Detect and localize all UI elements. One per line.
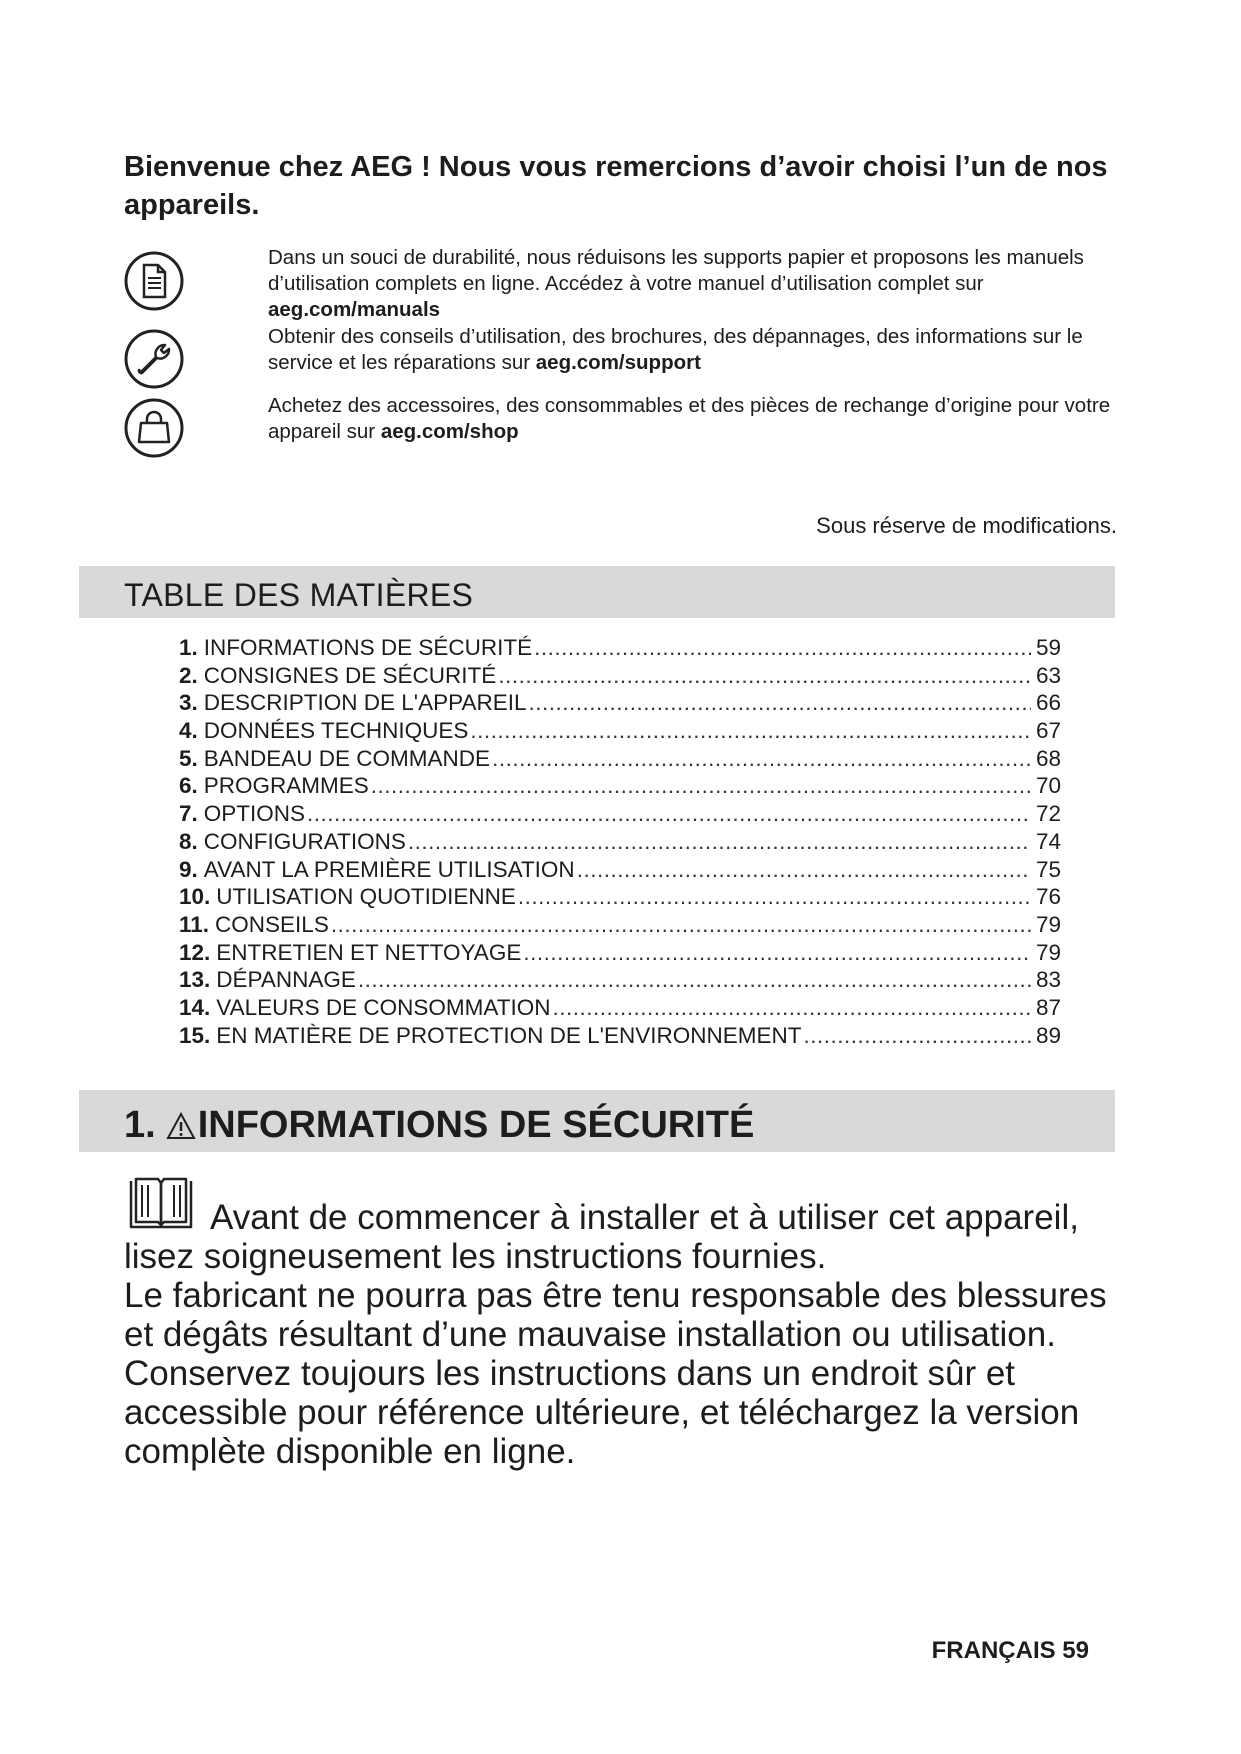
toc-entry-leader <box>307 801 1031 827</box>
toc-entry-title: DÉPANNAGE <box>216 967 356 993</box>
liability-notice: Le fabricant ne pourra pas être tenu responsable des blessures et dégâts résultant d’une mauvaise installation ou utilisation. Conservez toujours les instructions dans un endroit sûr et accessible pour référence ultérieure, et téléchargez la version complète disponible en ligne. <box>124 1276 1107 1471</box>
toc-entry-page: 87 <box>1035 994 1061 1020</box>
footer-language: FRANÇAIS <box>931 1637 1056 1664</box>
welcome-title: Bienvenue chez AEG ! Nous vous remercions d’avoir choisi l’un de nos appareils. <box>124 151 1108 221</box>
toc-entry-page: 66 <box>1035 690 1061 716</box>
toc-entry-number: 5. <box>179 745 198 771</box>
toc-entry-page: 70 <box>1035 773 1061 799</box>
wrench-icon <box>123 328 185 390</box>
toc-entry-page: 79 <box>1035 911 1061 937</box>
toc-entry-leader <box>553 995 1032 1021</box>
table-of-contents <box>179 635 1061 1050</box>
toc-entry-title: PROGRAMMES <box>203 773 369 799</box>
intro-instruction: Avant de commencer à installer et à utiliser cet appareil, lisez soigneusement les instructions fournies. <box>124 1198 1079 1276</box>
toc-entry[interactable] <box>179 635 1061 663</box>
toc-entry-number: 10. <box>179 884 211 910</box>
warning-icon <box>166 1111 196 1141</box>
toc-entry[interactable] <box>179 718 1061 746</box>
toc-entry-number: 15. <box>179 1022 211 1048</box>
toc-entry[interactable] <box>179 967 1061 995</box>
toc-entry-title: CONSIGNES DE SÉCURITÉ <box>203 662 497 688</box>
toc-entry[interactable] <box>179 801 1061 829</box>
toc-entry-leader <box>528 690 1031 716</box>
toc-entry-title: CONSEILS <box>215 911 329 937</box>
manuals-info-text: Dans un souci de durabilité, nous réduisons les supports papier et proposons les manuels d’utilisation complets en ligne. Accédez à votre manuel d’utilisation complet sur <box>268 246 1084 295</box>
toc-entry-leader <box>534 635 1031 661</box>
document-icon <box>123 250 185 312</box>
toc-entry-number: 8. <box>179 828 198 854</box>
toc-entry-leader <box>577 857 1031 883</box>
toc-entry-leader <box>470 718 1031 744</box>
toc-entry[interactable] <box>179 912 1061 940</box>
toc-entry-number: 2. <box>179 662 198 688</box>
footer-page-number: 59 <box>1062 1637 1089 1664</box>
toc-entry-number: 14. <box>179 994 211 1020</box>
toc-entry-number: 6. <box>179 773 198 799</box>
toc-entry-number: 3. <box>179 690 198 716</box>
toc-entry-page: 83 <box>1035 967 1061 993</box>
toc-entry-leader <box>498 663 1031 689</box>
toc-entry-number: 1. <box>179 635 198 660</box>
toc-entry[interactable] <box>179 995 1061 1023</box>
toc-entry-page: 75 <box>1035 856 1061 882</box>
shopping-bag-icon <box>123 397 185 459</box>
toc-entry-page: 89 <box>1035 1022 1061 1048</box>
toc-entry-leader <box>331 912 1031 938</box>
toc-entry[interactable] <box>179 663 1061 691</box>
support-info <box>268 324 1128 376</box>
toc-entry-page: 63 <box>1035 662 1061 688</box>
toc-entry-leader <box>358 967 1031 993</box>
toc-entry-number: 12. <box>179 939 211 965</box>
section-title-text: INFORMATIONS DE SÉCURITÉ <box>197 1104 755 1146</box>
toc-entry-title: BANDEAU DE COMMANDE <box>203 745 491 771</box>
toc-entry-number: 13. <box>179 967 211 993</box>
modification-notice: Sous réserve de modifications. <box>816 513 1117 538</box>
toc-entry-page: 76 <box>1035 884 1061 910</box>
toc-entry-number: 7. <box>179 801 198 827</box>
toc-entry-number: 4. <box>179 718 198 744</box>
toc-entry-leader <box>803 1023 1031 1049</box>
toc-entry-title: AVANT LA PREMIÈRE UTILISATION <box>203 856 575 882</box>
manuals-link[interactable]: aeg.com/manuals <box>268 298 441 321</box>
toc-entry-page: 68 <box>1035 745 1061 771</box>
toc-entry[interactable] <box>179 940 1061 968</box>
section-number: 1. <box>124 1104 156 1146</box>
toc-entry-title: DESCRIPTION DE L'APPAREIL <box>203 690 527 716</box>
toc-entry-number: 9. <box>179 856 198 882</box>
shop-link[interactable]: aeg.com/shop <box>380 420 519 443</box>
toc-entry[interactable] <box>179 884 1061 912</box>
toc-entry-title: OPTIONS <box>203 801 306 827</box>
shop-info <box>268 393 1128 445</box>
toc-entry-page: 74 <box>1035 828 1061 854</box>
toc-entry-title: EN MATIÈRE DE PROTECTION DE L'ENVIRONNEMENT <box>216 1022 802 1048</box>
toc-entry-title: UTILISATION QUOTIDIENNE <box>216 884 516 910</box>
support-info-text: Obtenir des conseils d’utilisation, des brochures, des dépannages, des informations sur le service et les réparations sur <box>268 325 1083 374</box>
toc-entry-title: DONNÉES TECHNIQUES <box>203 718 469 744</box>
toc-entry[interactable] <box>179 829 1061 857</box>
toc-entry-page: 59 <box>1035 635 1061 660</box>
toc-heading: TABLE DES MATIÈRES <box>124 577 474 613</box>
toc-entry[interactable] <box>179 857 1061 885</box>
toc-entry[interactable] <box>179 690 1061 718</box>
page-footer <box>932 1637 1089 1665</box>
toc-entry[interactable] <box>179 1023 1061 1051</box>
manuals-info <box>268 245 1128 323</box>
toc-entry[interactable] <box>179 773 1061 801</box>
toc-entry-number: 11. <box>179 911 210 937</box>
toc-entry-title: VALEURS DE CONSOMMATION <box>216 994 551 1020</box>
toc-entry-leader <box>371 773 1031 799</box>
support-link[interactable]: aeg.com/support <box>535 351 701 374</box>
toc-entry-page: 72 <box>1035 801 1061 827</box>
shop-info-text: Achetez des accessoires, des consommables et des pièces de rechange d’origine pour votre appareil sur <box>268 394 1111 443</box>
toc-entry-page: 79 <box>1035 939 1061 965</box>
section-title <box>124 1104 754 1147</box>
toc-entry-leader <box>518 884 1031 910</box>
toc-entry-title: CONFIGURATIONS <box>203 828 406 854</box>
toc-entry-leader <box>523 940 1031 966</box>
toc-entry-leader <box>492 746 1031 772</box>
toc-entry-title: INFORMATIONS DE SÉCURITÉ <box>203 635 533 660</box>
toc-entry-page: 67 <box>1035 718 1061 744</box>
toc-entry-leader <box>408 829 1031 855</box>
toc-entry-title: ENTRETIEN ET NETTOYAGE <box>216 939 522 965</box>
toc-entry[interactable] <box>179 746 1061 774</box>
